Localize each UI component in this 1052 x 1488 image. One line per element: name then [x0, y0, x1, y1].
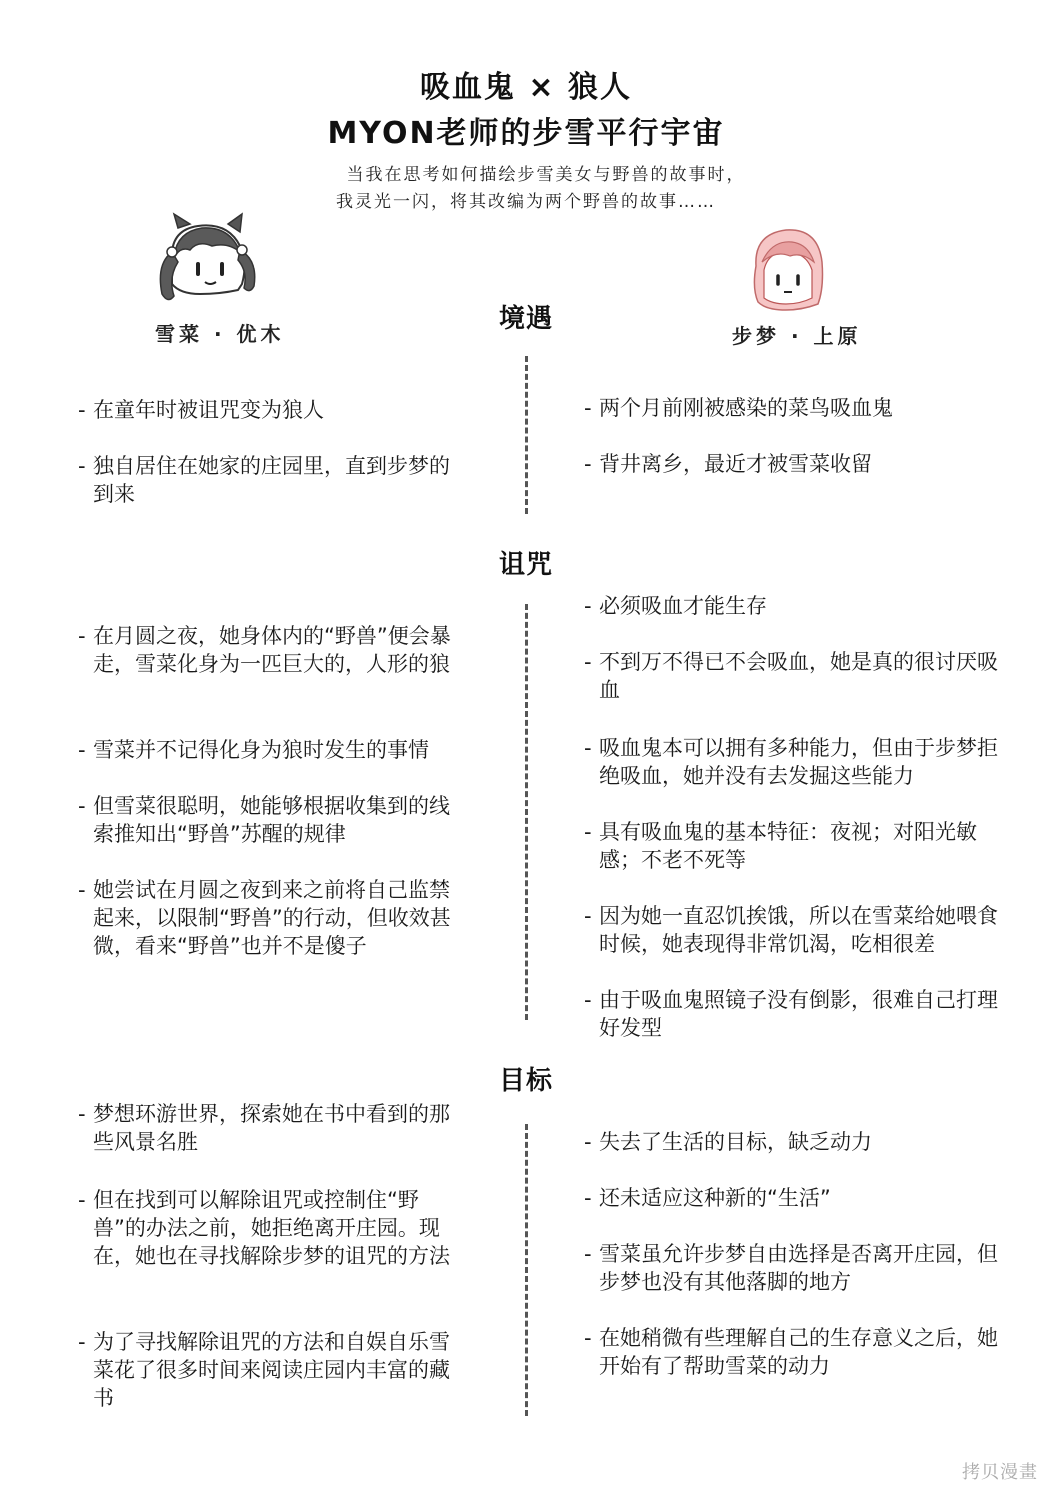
bullet-dash: - — [584, 1186, 592, 1210]
list-item: - 但雪菜很聪明，她能够根据收集到的线索推知出“野兽”苏醒的规律 — [78, 794, 450, 846]
list-item: - 雪菜并不记得化身为狼时发生的事情 — [78, 738, 429, 762]
column-divider — [525, 1124, 528, 1416]
bullet-dash: - — [78, 624, 86, 648]
list-item: - 在她稍微有些理解自己的生存意义之后，她开始有了帮助雪菜的动力 — [584, 1326, 998, 1378]
list-item: - 在月圆之夜，她身体内的“野兽”便会暴走，雪菜化身为一匹巨大的，人形的狼 — [78, 624, 451, 676]
list-item: - 但在找到可以解除诅咒或控制住“野兽”的办法之前，她拒绝离开庄园。现在，她也在寻找解除步梦的诅咒的方法 — [78, 1188, 450, 1268]
bullet-dash: - — [584, 736, 592, 760]
bullet-dash: - — [584, 820, 592, 844]
bullet-dash: - — [78, 1188, 86, 1212]
bullet-dash: - — [584, 452, 592, 476]
bullet-dash: - — [78, 1102, 86, 1126]
list-item: - 必须吸血才能生存 — [584, 594, 767, 618]
list-item: - 雪菜虽允许步梦自由选择是否离开庄园，但步梦也没有其他落脚的地方 — [584, 1242, 998, 1294]
column-divider — [525, 356, 528, 514]
bullet-dash: - — [584, 1242, 592, 1266]
list-item: - 梦想环游世界，探索她在书中看到的那些风景名胜 — [78, 1102, 450, 1154]
list-item: - 为了寻找解除诅咒的方法和自娱自乐雪菜花了很多时间来阅读庄园内丰富的藏书 — [78, 1330, 450, 1410]
list-item: - 不到万不得已不会吸血，她是真的很讨厌吸血 — [584, 650, 998, 702]
section-title-goal: 目标 — [498, 1066, 553, 1096]
list-item: - 失去了生活的目标，缺乏动力 — [584, 1130, 872, 1154]
bullet-dash: - — [584, 988, 592, 1012]
list-item: - 背井离乡，最近才被雪菜收留 — [584, 452, 872, 476]
right-character-name: 步梦 · 上原 — [732, 324, 862, 348]
bullet-dash: - — [584, 1326, 592, 1350]
bullet-dash: - — [78, 398, 86, 422]
title-line-1: 吸血鬼 × 狼人 — [419, 70, 633, 105]
intro-line-1: 当我在思考如何描绘步雪美女与野兽的故事时， — [346, 165, 746, 185]
bullet-dash: - — [584, 1130, 592, 1154]
bullet-dash: - — [78, 878, 86, 902]
list-item: - 具有吸血鬼的基本特征：夜视；对阳光敏感；不老不死等 — [584, 820, 977, 872]
bullet-dash: - — [584, 396, 592, 420]
list-item: - 她尝试在月圆之夜到来之前将自己监禁起来，以限制“野兽”的行动，但收效甚微，看来“野兽”也并不是傻子 — [78, 878, 451, 958]
bullet-dash: - — [78, 738, 86, 762]
section-title-situation: 境遇 — [498, 304, 553, 334]
list-item: - 由于吸血鬼照镜子没有倒影，很难自己打理好发型 — [584, 988, 998, 1040]
bullet-dash: - — [78, 794, 86, 818]
list-item: - 还未适应这种新的“生活” — [584, 1186, 831, 1210]
bullet-dash: - — [78, 454, 86, 478]
setsuna-avatar — [150, 212, 270, 312]
list-item: - 吸血鬼本可以拥有多种能力，但由于步梦拒绝吸血，她并没有去发掘这些能力 — [584, 736, 998, 788]
watermark: 拷贝漫畫 — [962, 1462, 1038, 1483]
list-item: - 独自居住在她家的庄园里，直到步梦的到来 — [78, 454, 450, 506]
list-item: - 在童年时被诅咒变为狼人 — [78, 398, 324, 422]
column-divider — [525, 604, 528, 1020]
bullet-dash: - — [584, 904, 592, 928]
bullet-dash: - — [78, 1330, 86, 1354]
left-character-name: 雪菜 · 优木 — [155, 322, 285, 346]
section-title-curse: 诅咒 — [498, 550, 553, 580]
title-line-2: MYON老师的步雪平行宇宙 — [327, 116, 725, 151]
list-item: - 因为她一直忍饥挨饿，所以在雪菜给她喂食时候，她表现得非常饥渴，吃相很差 — [584, 904, 998, 956]
bullet-dash: - — [584, 594, 592, 618]
bullet-dash: - — [584, 650, 592, 674]
list-item: - 两个月前刚被感染的菜鸟吸血鬼 — [584, 396, 893, 420]
intro-line-2: 我灵光一闪，将其改编为两个野兽的故事…… — [336, 192, 716, 212]
